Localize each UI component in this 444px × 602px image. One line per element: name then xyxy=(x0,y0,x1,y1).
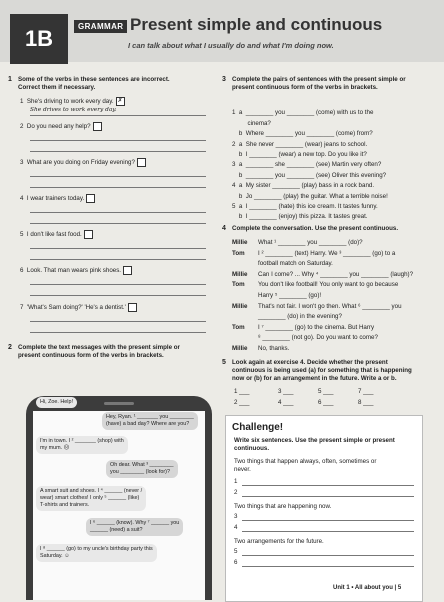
message-bubble xyxy=(36,544,157,562)
answer-line[interactable] xyxy=(242,531,414,532)
challenge-group-1: Two things that happen always, often, sometimes or xyxy=(234,458,377,465)
ex1-item-6 xyxy=(20,266,132,275)
ex1-checkbox-2[interactable] xyxy=(93,122,102,131)
message-line: Saturday. ☺ xyxy=(40,553,70,559)
dialogue-line xyxy=(232,259,413,270)
ex3-instruction: Complete the pairs of sentences with the present simple or xyxy=(232,76,406,83)
ex3-line: b Where ________ you ________ (come) from? xyxy=(232,130,373,138)
ex1-checkbox-4[interactable] xyxy=(86,194,95,203)
dialogue-line xyxy=(232,249,413,260)
ex3-line: b I ________ (wear) a new top. Do you like it? xyxy=(232,151,367,159)
ex3-line: b Jo ________ (play) the guitar. What a terrible noise! xyxy=(232,192,388,200)
dialogue-text: No, thanks. xyxy=(258,344,290,352)
item-text: She's driving to work every day. xyxy=(26,98,114,106)
speaker: Millie xyxy=(232,270,248,278)
ex3-line: 5 a I ________ (hate) this ice cream. It tastes funny. xyxy=(232,203,378,211)
ex1-instruction: Some of the verbs in these sentences are incorrect. xyxy=(18,76,170,83)
challenge-num-1: 1 xyxy=(234,478,238,485)
message-line: A smart suit and shoes. I ⁴ ______ (never / xyxy=(40,488,143,494)
ex5-answer-7[interactable]: 7 ___ xyxy=(358,388,374,395)
footer-text: Unit 1 • All about you xyxy=(333,585,393,591)
answer-line[interactable] xyxy=(242,496,414,497)
challenge-num-5: 5 xyxy=(234,548,238,555)
message-bubble xyxy=(86,518,183,536)
message-line: you ________ (look for)? xyxy=(110,469,170,475)
answer-line[interactable] xyxy=(242,555,414,556)
ex1-answer-1: She drives to work every day. xyxy=(30,107,117,113)
challenge-instruction: Write six sentences. Use the present simple or present xyxy=(234,437,395,444)
dialogue-line xyxy=(232,344,413,355)
message-line: my mum. ☹ xyxy=(40,445,70,451)
dialogue-text: Can I come? ... Why ⁴ ________ you ________ (laugh)? xyxy=(258,270,414,278)
page-number: 5 xyxy=(397,585,402,591)
phone-speaker xyxy=(104,402,134,405)
ex5-answer-2[interactable]: 2 ___ xyxy=(234,399,250,406)
dialogue-text: You don't like football! You only want to go because xyxy=(258,281,399,289)
answer-line[interactable] xyxy=(242,520,414,521)
ex3-line: b I ________ (enjoy) this pizza. It tastes great. xyxy=(232,213,368,221)
footer-unit-label: Unit 1 • All about you | 5 xyxy=(333,585,402,591)
ex1-item-2 xyxy=(20,122,102,131)
item-number: 3 xyxy=(20,159,24,167)
ex2-number: 2 xyxy=(8,344,12,351)
challenge-num-3: 3 xyxy=(234,513,238,520)
item-text: Look. That man wears pink shoes. xyxy=(26,267,122,275)
dialogue-line xyxy=(232,270,413,281)
message-bubble xyxy=(36,486,146,511)
dialogue-line xyxy=(232,323,413,334)
ex3-line: b ________ you ________ (see) Oliver this evening? xyxy=(232,171,387,179)
dialogue-line xyxy=(232,280,413,291)
answer-line[interactable] xyxy=(30,115,206,116)
dialogue-text: What ¹ ________ you ________ (do)? xyxy=(258,239,363,246)
answer-line[interactable] xyxy=(30,176,206,177)
dialogue-line xyxy=(232,291,413,302)
message-line: I'm in town. I ² _______ (shop) with xyxy=(40,438,124,444)
speaker: Tom xyxy=(232,323,245,331)
answer-line[interactable] xyxy=(30,140,206,141)
ex1-item-3 xyxy=(20,158,146,167)
ex3-number: 3 xyxy=(222,76,226,83)
dialogue-text: That's not fair. I won't go then. What ⁶ ________ you xyxy=(258,302,402,310)
ex5-instruction: Look again at exercise 4. Decide whether the present xyxy=(232,359,388,366)
speaker: Millie xyxy=(232,344,248,352)
message-line: ______ (need) a suit? xyxy=(90,527,143,533)
ex2-instruction-2: present continuous form of the verbs in brackets. xyxy=(18,352,164,359)
item-number: 1 xyxy=(20,98,24,106)
dialogue-text: ________ (do) in the evening? xyxy=(258,313,342,321)
challenge-group-1b: never. xyxy=(234,466,251,473)
ex3-line: 1 a ________ you ________ (come) with us to the xyxy=(232,109,374,117)
answer-line[interactable] xyxy=(30,223,206,224)
answer-line[interactable] xyxy=(30,248,206,249)
ex1-checkbox-1[interactable]: ✗ xyxy=(117,98,123,104)
message-line: wear) smart clothes! I only ⁵ ______ (like) xyxy=(40,495,140,501)
ex5-answer-5[interactable]: 5 ___ xyxy=(318,388,334,395)
dialogue-text: I ⁷ ________ (go) to the cinema. But Harry xyxy=(258,323,375,331)
message-line: I ⁶ ______ (know). Why ⁷ ______ you xyxy=(90,520,180,526)
ex1-item-4 xyxy=(20,194,95,203)
message-bubble xyxy=(36,436,128,454)
ex5-instruction-2: continuous is being used (a) for something that is happening xyxy=(232,367,412,374)
dialogue-text: ⁸ ________ (not go). Do you want to come? xyxy=(258,334,378,342)
answer-line[interactable] xyxy=(242,566,414,567)
item-text: 'What's Sam doing?' 'He's a dentist.' xyxy=(26,304,126,312)
item-text: What are you doing on Friday evening? xyxy=(26,159,135,167)
ex3-items xyxy=(232,98,388,233)
ex1-item-1 xyxy=(20,97,125,106)
speaker: Tom xyxy=(232,249,245,257)
challenge-group-3: Two arrangements for the future. xyxy=(234,538,324,545)
ex1-number: 1 xyxy=(8,76,12,83)
unit-badge: 1B xyxy=(10,14,68,64)
item-number: 2 xyxy=(20,123,24,131)
message-line: (have) a bad day? Where are you? xyxy=(106,421,190,427)
ex5-answer-4[interactable]: 4 ___ xyxy=(278,399,294,406)
answer-line[interactable] xyxy=(30,187,206,188)
dialogue-text: football match on Saturday. xyxy=(258,260,333,268)
ex3-line: 3 a ________ she ________ (see) Martin very often? xyxy=(232,161,382,169)
message-line: Oh dear. What ³ ________ xyxy=(110,462,174,468)
challenge-num-4: 4 xyxy=(234,524,238,531)
ex1-instruction-2: Correct them if necessary. xyxy=(18,84,96,91)
challenge-num-6: 6 xyxy=(234,559,238,566)
challenge-num-2: 2 xyxy=(234,489,238,496)
item-number: 7 xyxy=(20,304,24,312)
ex5-answer-6[interactable]: 6 ___ xyxy=(318,399,334,406)
message-line: T-shirts and trainers. xyxy=(40,502,90,508)
message-line: I ⁸ ______ (go) to my uncle's birthday party this xyxy=(40,546,153,552)
dialogue-line xyxy=(232,238,413,249)
ex5-answer-1[interactable]: 1 ___ xyxy=(234,388,250,395)
ex1-checkbox-7[interactable] xyxy=(128,303,137,312)
message-bubble xyxy=(106,460,178,478)
ex5-answer-3[interactable]: 3 ___ xyxy=(278,388,294,395)
item-text: Do you need any help? xyxy=(26,123,91,131)
ex1-item-7 xyxy=(20,303,137,312)
ex4-conversation xyxy=(232,238,413,355)
dialogue-line xyxy=(232,302,413,313)
ex1-checkbox-5[interactable] xyxy=(84,230,93,239)
challenge-instruction-2: continuous. xyxy=(234,445,270,452)
ex3-instruction-2: present continuous form of the verbs in brackets. xyxy=(232,84,378,91)
ex1-checkbox-3[interactable] xyxy=(137,158,146,167)
section-tag: GRAMMAR xyxy=(74,20,127,33)
ex4-number: 4 xyxy=(222,225,226,232)
ex4-instruction: Complete the conversation. Use the present continuous. xyxy=(232,225,399,232)
ex1-item-5 xyxy=(20,230,93,239)
answer-line[interactable] xyxy=(30,321,206,322)
dialogue-line xyxy=(232,333,413,344)
challenge-group-2: Two things that are happening now. xyxy=(234,503,332,510)
page-title: Present simple and continuous xyxy=(130,15,383,34)
speaker: Millie xyxy=(232,239,248,246)
ex3-line: cinema? xyxy=(232,119,271,127)
challenge-title: Challenge! xyxy=(232,422,284,433)
dialogue-text: Harry ⁵ ________ (go)! xyxy=(258,291,322,299)
answer-line[interactable] xyxy=(30,284,206,285)
page-subtitle: I can talk about what I usually do and what I'm doing now. xyxy=(128,41,334,50)
answer-line[interactable] xyxy=(30,151,206,152)
ex2-instruction: Complete the text messages with the present simple or xyxy=(18,344,180,351)
speaker: Tom xyxy=(232,281,245,289)
answer-line[interactable] xyxy=(30,332,206,333)
ex5-number: 5 xyxy=(222,359,226,366)
ex1-checkbox-6[interactable] xyxy=(123,266,132,275)
message-bubble: Hi, Zoe. Help! xyxy=(36,397,77,408)
ex3-line: 2 a She never ________ (wear) jeans to school. xyxy=(232,140,368,148)
answer-line[interactable] xyxy=(30,295,206,296)
ex5-answer-8[interactable]: 8 ___ xyxy=(358,399,374,406)
ex3-line: 4 a My sister ________ (play) bass in a rock band. xyxy=(232,182,375,190)
item-text: I don't like fast food. xyxy=(26,231,82,239)
dialogue-line xyxy=(232,312,413,323)
item-number: 4 xyxy=(20,195,24,203)
message-bubble xyxy=(102,412,198,430)
item-number: 5 xyxy=(20,231,24,239)
ex5-instruction-3: now or (b) for an arrangement in the future. Write a or b. xyxy=(232,375,397,382)
speaker: Millie xyxy=(232,302,248,310)
item-number: 6 xyxy=(20,267,24,275)
item-text: I wear trainers today. xyxy=(26,195,85,203)
answer-line[interactable] xyxy=(242,485,414,486)
dialogue-text: I ² ________ (text) Harry. We ³ ________ (go) to a xyxy=(258,249,396,257)
message-line: Hey, Ryan. ¹ _______ you ________ xyxy=(106,414,194,420)
answer-line[interactable] xyxy=(30,212,206,213)
answer-line[interactable] xyxy=(30,259,206,260)
